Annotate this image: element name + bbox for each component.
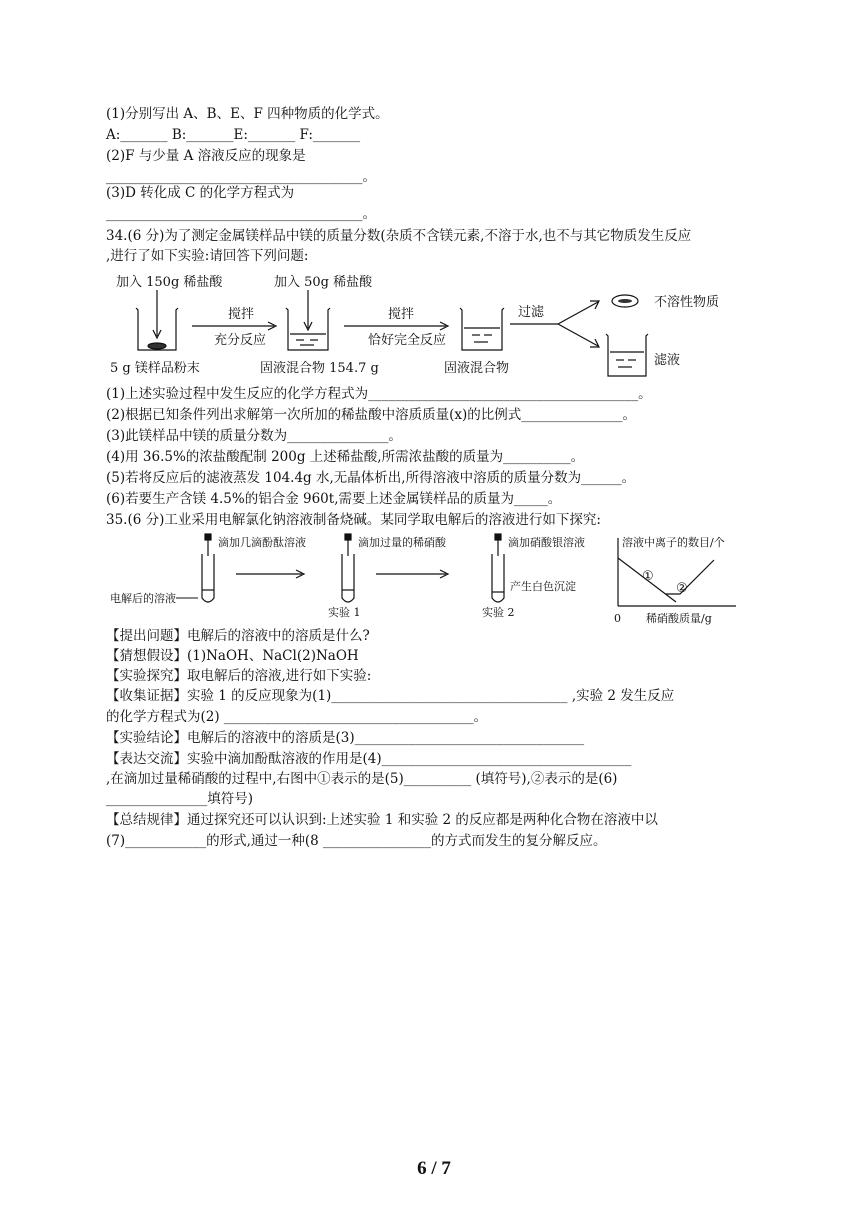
graph-mark-2: ② <box>676 581 688 596</box>
graph-origin: 0 <box>614 612 621 625</box>
q33-line-2: A:_______ B:_______E:_______ F:_______ <box>106 127 361 143</box>
q35-line-2: 【猜想假设】(1)NaOH、NaCl(2)NaOH <box>106 648 359 664</box>
white-precipitate-label: 产生白色沉淀 <box>510 580 576 593</box>
filtrate-beaker <box>606 334 648 376</box>
q33-line-6: ______________________________________。 <box>106 206 376 222</box>
q35-line-3: 【实验探究】取电解后的溶液,进行如下实验: <box>106 668 372 684</box>
experiment-1-label: 实验 1 <box>328 606 361 619</box>
arrow-b <box>376 570 448 578</box>
q35-line-4: 【收集证据】实验 1 的反应现象为(1)___________________________________ ,实验 2 发生反应 <box>106 688 675 704</box>
q34-sub-1: (1)上述实验过程中发生反应的化学方程式为________________________________________。 <box>106 386 652 402</box>
q35-line-5: 的化学方程式为(2) _____________________________________。 <box>106 709 488 725</box>
add-50g-hcl-label: 加入 50g 稀盐酸 <box>274 275 373 290</box>
test-tube-3 <box>492 534 504 602</box>
q35-line-10: 【总结规律】通过探究还可以认识到:上述实验 1 和实验 2 的反应都是两种化合物在溶液中以 <box>106 812 658 828</box>
q34-intro-1: 34.(6 分)为了测定金属镁样品中镁的质量分数(杂质不含镁元素,不溶于水,也不与其它物质发生反应 <box>106 228 692 244</box>
graph-x-label: 稀硝酸质量/g <box>646 612 712 625</box>
q35-line-7: 【表达交流】实验中滴加酚酞溶液的作用是(4)_____________________________________ <box>106 751 632 767</box>
beaker-2 <box>286 290 330 350</box>
beaker-3 <box>460 308 504 350</box>
filtrate-label: 滤液 <box>654 353 681 368</box>
graph-line-2 <box>666 560 714 594</box>
q35-line-8: ,在滴加过量稀硝酸的过程中,右图中①表示的是(5)__________ (填符号),②表示的是(6) <box>106 771 618 787</box>
ion-count-graph <box>614 535 736 625</box>
react-exactly-label: 恰好完全反应 <box>368 333 447 348</box>
q35-line-9: _______________填符号) <box>106 791 254 807</box>
q34-sub-3: (3)此镁样品中镁的质量分数为_______________。 <box>106 428 402 444</box>
react-fully-label: 充分反应 <box>214 333 267 348</box>
insoluble-matter-label: 不溶性物质 <box>654 295 720 310</box>
q34-intro-2: ,进行了如下实验:请回答下列问题: <box>106 248 309 264</box>
test-tube-1 <box>202 534 214 602</box>
q33-line-1: (1)分别写出 A、B、E、F 四种物质的化学式。 <box>106 106 389 122</box>
filter-label: 过滤 <box>518 305 545 320</box>
test-tube-2 <box>342 534 354 602</box>
q33-line-4: ______________________________________。 <box>106 169 376 185</box>
arrow-a <box>236 570 304 578</box>
q35-line-6: 【实验结论】电解后的溶液中的溶质是(3)__________________________________ <box>106 730 585 746</box>
q35-intro: 35.(6 分)工业采用电解氯化钠溶液制备烧碱。某同学取电解后的溶液进行如下探究: <box>106 512 601 528</box>
q34-sub-6: (6)若要生产含镁 4.5%的铝合金 960t,需要上述金属镁样品的质量为_____。 <box>106 491 562 507</box>
q35-experiment-figure <box>106 532 746 628</box>
q34-sub-5: (5)若将反应后的滤液蒸发 104.4g 水,无晶体析出,所得溶液中溶质的质量分数为______。 <box>106 470 636 486</box>
experiment-2-label: 实验 2 <box>482 606 515 619</box>
graph-y-label: 溶液中离子的数目/个 <box>622 536 725 549</box>
q33-line-3: (2)F 与少量 A 溶液反应的现象是 <box>106 148 306 164</box>
q35-line-1: 【提出问题】电解后的溶液中的溶质是什么? <box>106 628 370 644</box>
mixture-label-2: 固液混合物 <box>444 361 510 376</box>
drop-silver-nitrate-label: 滴加硝酸银溶液 <box>508 536 585 549</box>
electrolysis-solution-label: 电解后的溶液 <box>110 592 176 605</box>
stir-label-2: 搅拌 <box>388 307 415 322</box>
q34-experiment-figure <box>106 268 746 380</box>
arrow-2 <box>344 322 448 330</box>
stir-label-1: 搅拌 <box>228 307 255 322</box>
drop-nitric-acid-label: 滴加过量的稀硝酸 <box>358 536 446 549</box>
q33-line-5: (3)D 转化成 C 的化学方程式为 <box>106 185 295 201</box>
q34-sub-4: (4)用 36.5%的浓盐酸配制 200g 上述稀盐酸,所需浓盐酸的质量为__________。 <box>106 449 585 465</box>
mixture-label-1: 固液混合物 154.7 g <box>260 361 379 376</box>
drop-phenolphthalein-label: 滴加几滴酚酞溶液 <box>218 536 306 549</box>
arrow-1 <box>192 322 276 330</box>
q35-line-11: (7)____________的形式,通过一种(8 ________________的方式而发生的复分解反应。 <box>106 833 607 849</box>
sample-label: 5 g 镁样品粉末 <box>110 361 200 376</box>
graph-mark-1: ① <box>642 569 654 584</box>
q34-sub-2: (2)根据已知条件列出求解第一次所加的稀盐酸中溶质质量(x)的比例式_______________。 <box>106 407 637 423</box>
page-number: 6 / 7 <box>417 1158 451 1179</box>
beaker-1 <box>136 290 178 350</box>
add-150g-hcl-label: 加入 150g 稀盐酸 <box>116 275 223 290</box>
